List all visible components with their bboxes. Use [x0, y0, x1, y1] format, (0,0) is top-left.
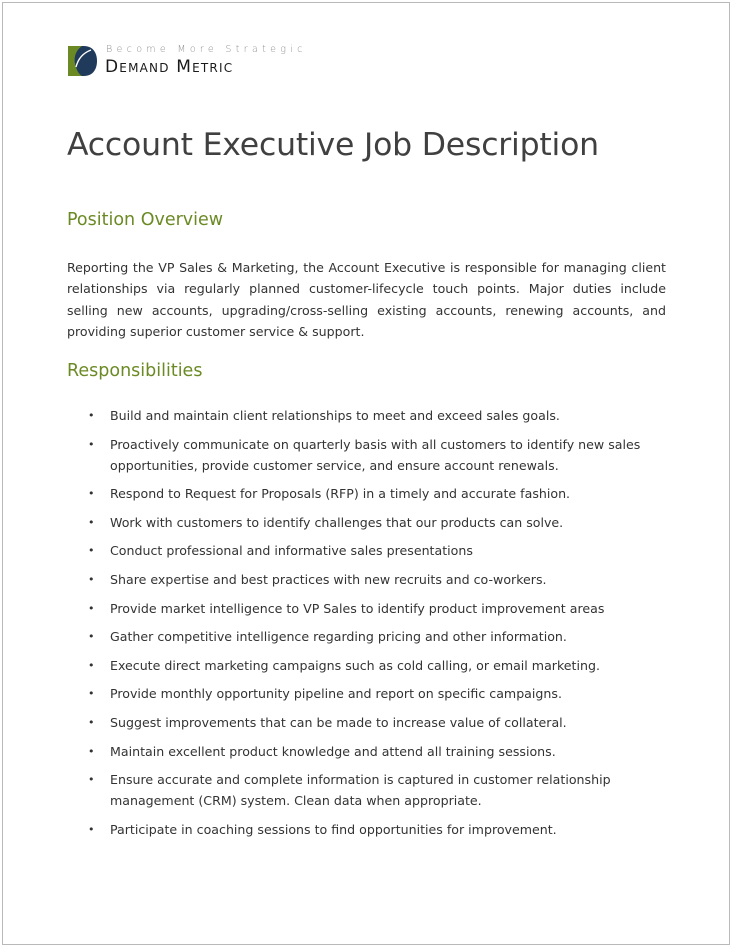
list-item [67, 434, 687, 476]
list-item [67, 569, 687, 590]
list-item [67, 741, 687, 762]
list-item-text: Work with customers to identify challenges that our products can solve. [110, 514, 564, 530]
list-item-text: Maintain excellent product knowledge and attend all training sessions. [110, 743, 556, 759]
bullet: • [88, 544, 95, 558]
demand-metric-logo-icon [67, 45, 98, 77]
bullet: • [88, 744, 95, 758]
bullet: • [88, 601, 95, 615]
list-item [67, 483, 687, 504]
list-item-text: Conduct professional and informative sales presentations [110, 543, 473, 559]
list-item [67, 405, 687, 426]
list-item [67, 683, 687, 704]
list-item [67, 712, 687, 733]
bullet: • [88, 773, 95, 787]
bullet: • [88, 437, 95, 451]
list-item [67, 769, 687, 811]
list-item-text: Build and maintain client relationships to meet and exceed sales goals. [110, 408, 560, 423]
list-item-text: Provide monthly opportunity pipeline and report on specific campaigns. [110, 686, 562, 702]
logo-tagline: Become More Strategic [106, 44, 307, 55]
list-item [67, 655, 687, 676]
bullet: • [88, 409, 95, 422]
bullet: • [88, 487, 95, 501]
list-item [67, 540, 687, 561]
list-item-text: Provide market intelligence to VP Sales to identify product improvement areas [110, 600, 605, 616]
page-title: Account Executive Job Description [67, 127, 599, 163]
responsibilities-list [67, 405, 687, 847]
list-item-text: Share expertise and best practices with new recruits and co-workers. [110, 571, 547, 587]
list-item-text: Participate in coaching sessions to find opportunities for improvement. [110, 821, 557, 837]
bullet: • [88, 658, 95, 672]
list-item [67, 598, 687, 619]
bullet: • [88, 572, 95, 586]
bullet: • [88, 687, 95, 701]
bullet: • [88, 630, 95, 644]
position-overview-heading: Position Overview [67, 210, 224, 230]
list-item-text: Ensure accurate and complete information is captured in customer relationship management (CRM) system. Clean data when appropriate. [110, 772, 611, 809]
logo-name: Demand Metric [105, 57, 234, 77]
bullet: • [88, 822, 95, 836]
bullet: • [88, 715, 95, 729]
bullet: • [88, 515, 95, 529]
list-item [67, 819, 687, 840]
list-item-text: Respond to Request for Proposals (RFP) in a timely and accurate fashion. [110, 486, 571, 502]
list-item-text: Execute direct marketing campaigns such as cold calling, or email marketing. [110, 657, 600, 673]
list-item-text: Suggest improvements that can be made to increase value of collateral. [110, 714, 567, 730]
list-item-text: Proactively communicate on quarterly basis with all customers to identify new sales opportunities, provide customer service, and ensure account renewals. [110, 436, 641, 473]
list-item-text: Gather competitive intelligence regarding pricing and other information. [110, 629, 567, 645]
position-overview-text: Reporting the VP Sales & Marketing, the Account Executive is responsible for managing client relationships via regularly planned customer-lifecycle touch points. Major duties include selling new accounts, upgrading/cross-selling existing accounts, renewing accounts, and providing superior customer service & support. [67, 260, 666, 339]
list-item [67, 626, 687, 647]
list-item [67, 512, 687, 533]
responsibilities-heading: Responsibilities [67, 361, 203, 381]
